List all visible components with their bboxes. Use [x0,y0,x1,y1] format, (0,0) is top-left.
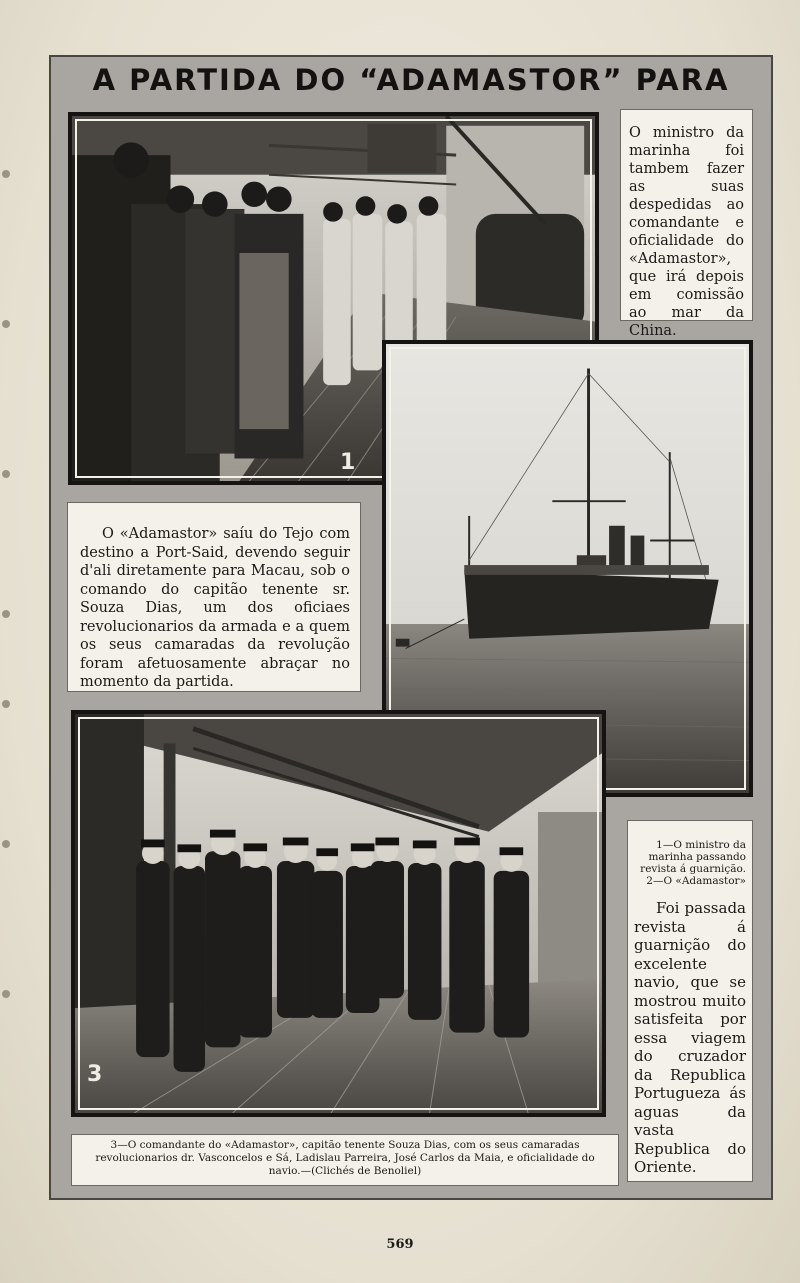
legend-item-2: 2—O «Adamastor» [646,875,746,887]
page-title: A PARTIDA DO “ADAMASTOR” PARA [92,63,730,97]
photo-3-number: 3 [87,1062,103,1087]
sidebar-top-text: O ministro da marinha foi tambem fazer as suas despedidas ao comandante e oficialidade do «Adamastor», que irá depois em comissão ao mar da China. [620,109,753,321]
photo-3-caption: 3—O comandante do «Adamastor», capitão tenente Souza Dias, com os seus camaradas revolucionarios dr. Vasconcelos e Sá, Ladislau Parreira, José Carlos da Maia, e oficialidade do navio.—(Clichés de Benoliel) [71,1134,619,1186]
photo-1-number: 1 [340,450,356,475]
sidebar-bottom-box [627,820,753,1182]
photo-officers-group [71,710,606,1117]
legend-item-1: 1—O ministro da marinha passando revista á guarnição. [640,839,746,875]
photo-officers-group-image [75,714,602,1113]
photo-legend [634,839,746,887]
article-text: O «Adamastor» saíu do Tejo com destino a Port-Said, devendo seguir d'ali diretamente para Macau, sob o comando do capitão tenente sr. Souza Dias, um dos oficiaes revolucionarios da armada e a quem os seus camaradas da revolução foram afetuosamente abraçar no momento da partida. [67,502,361,692]
page-number: 569 [386,1237,414,1252]
sidebar-bottom-text: Foi passada revista á guarnição do excelente navio, que se mostrou muito satisfeita por essa viagem do cruzador da Republica Portugueza ás aguas da vasta Republica do Oriente. [634,899,746,1176]
